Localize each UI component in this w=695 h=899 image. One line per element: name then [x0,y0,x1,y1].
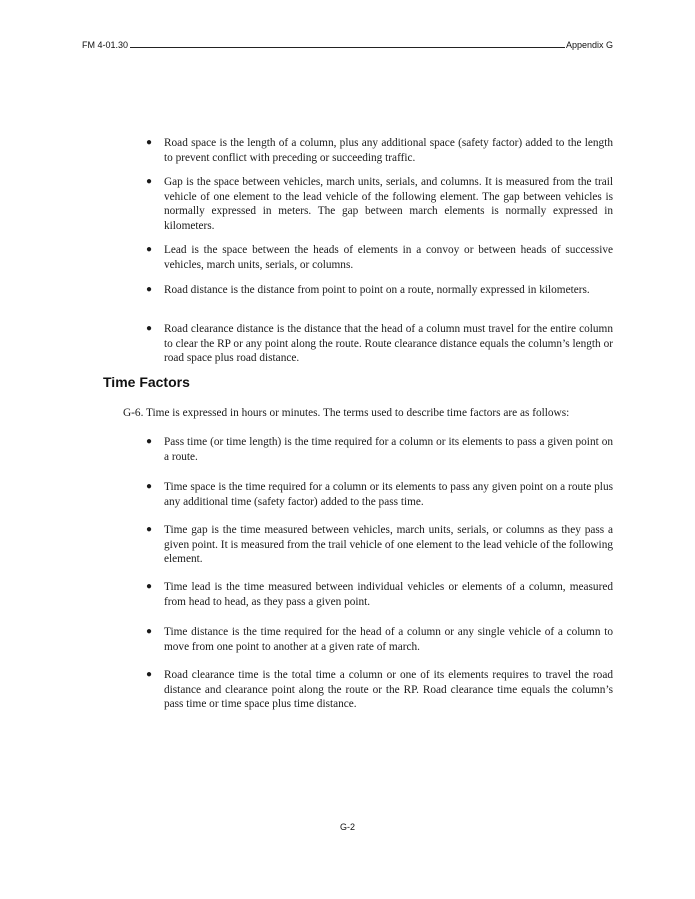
list-item: ● Road distance is the distance from point to point on a route, normally expressed in kilometers. [146,284,590,296]
header-publication: FM 4-01.30 [82,40,129,50]
list-item: ● Time lead is the time measured between individual vehicles or elements of a column, measured from head to head, as they pass a given point. [146,581,613,608]
list-item: ● Gap is the space between vehicles, march units, serials, and columns. It is measured from the trail vehicle of one element to the lead vehicle of the following element. The gap between vehicles is normally expressed in meters. The gap between march elements is normally expressed in kilometers. [146,176,613,232]
page-header [82,40,613,50]
section-title: Time Factors [103,374,190,390]
list-item: ● Road space is the length of a column, plus any additional space (safety factor) added to the length to prevent conflict with preceding or succeeding traffic. [146,137,613,164]
intro-paragraph: G-6. Time is expressed in hours or minutes. The terms used to describe time factors are as follows: [123,407,570,419]
bullet-icon: ● [146,481,153,492]
bullet-icon: ● [146,137,153,148]
list-item: ● Pass time (or time length) is the time required for a column or its elements to pass a given point on a route. [146,436,613,463]
bullet-icon: ● [146,581,153,592]
bullet-icon: ● [146,244,153,255]
page-number: G-2 [339,822,355,832]
list-item: ● Lead is the space between the heads of elements in a convoy or between heads of successive vehicles, march units, serials, or columns. [146,244,613,271]
bullet-icon: ● [146,524,153,535]
list-item: ● Road clearance time is the total time a column or one of its elements requires to travel the road distance and clearance point along the route or the RP. Road clearance time equals the column’s pass time or time space plus time distance. [146,669,613,710]
bullet-icon: ● [146,176,153,187]
bullet-icon: ● [146,669,153,680]
list-item: ● Time distance is the time required for the head of a column or any single vehicle of a column to move from one point to another at a given rate of march. [146,626,613,653]
header-appendix: Appendix G [565,40,613,50]
bullet-icon: ● [146,323,153,334]
bullet-icon: ● [146,626,153,637]
list-item: ● Time space is the time required for a column or its elements to pass any given point on a route plus any additional time (safety factor) added to the pass time. [146,481,613,508]
bullet-icon: ● [146,284,153,295]
bullet-icon: ● [146,436,153,447]
list-item: ● Time gap is the time measured between vehicles, march units, serials, or columns as they pass a given point. It is measured from the trail vehicle of one element to the lead vehicle of the following element. [146,524,613,565]
list-item: ● Road clearance distance is the distance that the head of a column must travel for the entire column to clear the RP or any point along the route. Route clearance distance equals the column’s length or road space plus road distance. [146,323,613,364]
header-rule [130,46,565,48]
